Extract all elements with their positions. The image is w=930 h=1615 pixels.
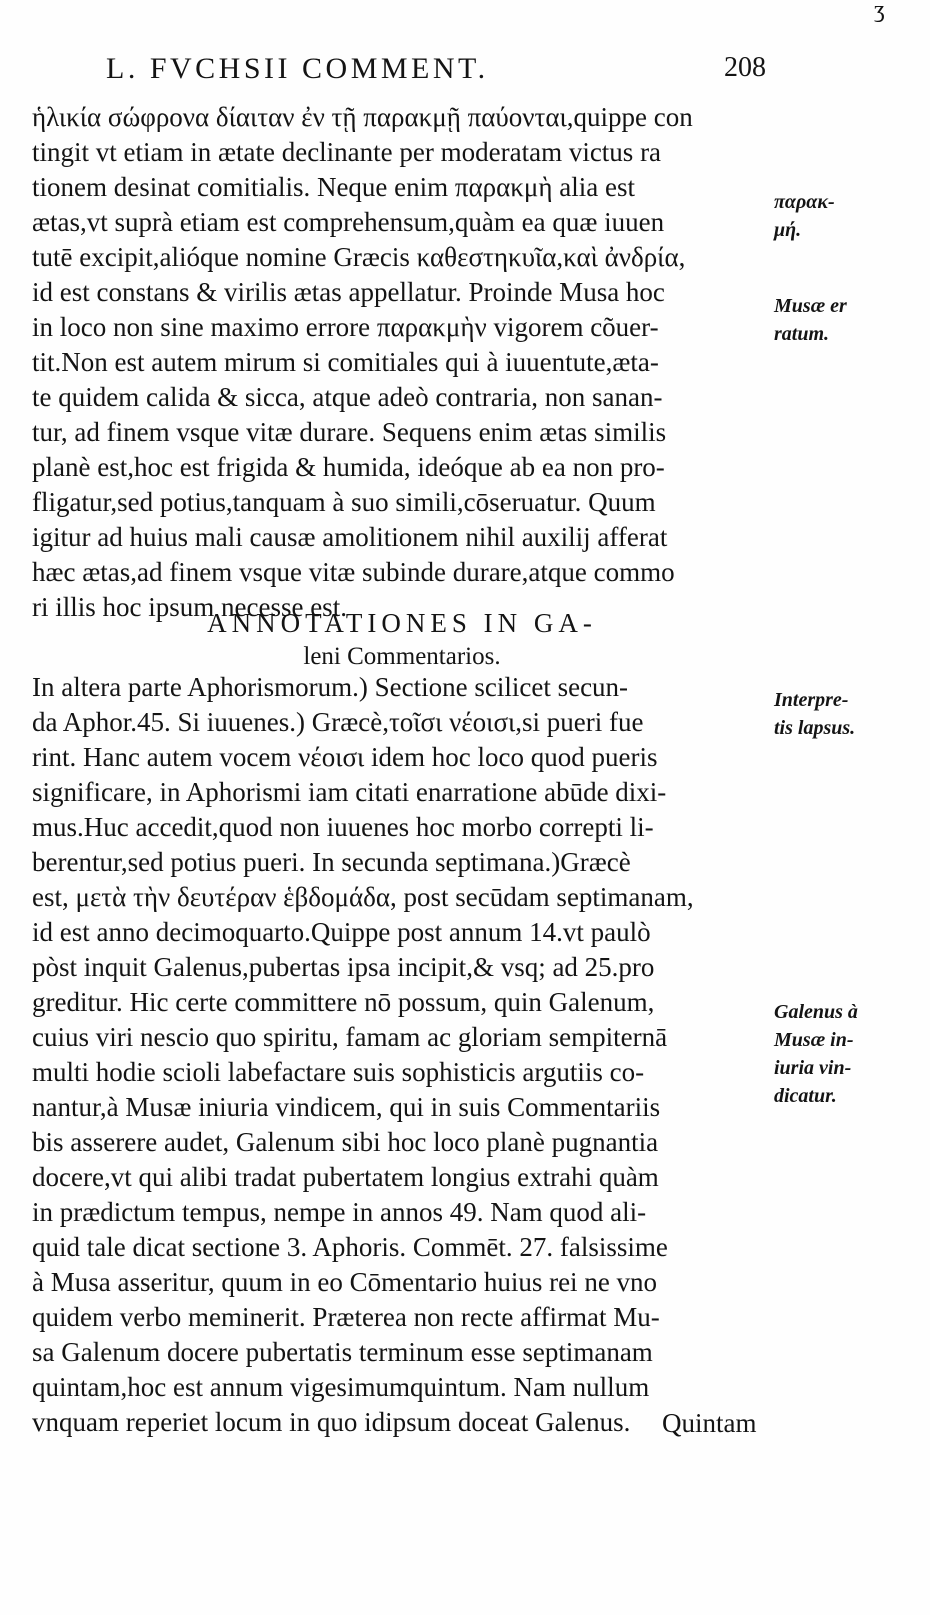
margin-note-line: Musæ in- (774, 1029, 854, 1051)
text-line: quidem verbo meminerit. Præterea non recte affirmat Mu- (32, 1302, 660, 1332)
text-line: tutē excipit,alióque nomine Græcis καθεστηκυῖα,καὶ ἀνδρία, (32, 242, 686, 272)
text-line: ri illis hoc ipsum necesse est. (32, 592, 347, 622)
annotations-text-block (32, 670, 822, 1440)
margin-note-line: ratum. (774, 323, 830, 345)
text-line: à Musa asseritur, quum in eo Cōmentario huius rei ne vno (32, 1267, 658, 1297)
text-line: fligatur,sed potius,tanquam à suo simili,cōseruatur. Quum (32, 487, 656, 517)
margin-note-line: Interpre- (774, 689, 849, 711)
text-line: mus.Huc accedit,quod non iuuenes hoc morbo correpti li- (32, 812, 654, 842)
margin-note-line: tis lapsus. (774, 717, 856, 739)
margin-note-line: παρακ- (774, 191, 835, 213)
catchword: Quintam (662, 1408, 757, 1438)
corner-mark: ʒ (874, 0, 885, 23)
text-line: vnquam reperiet locum in quo idipsum doceat Galenus. (32, 1407, 631, 1437)
text-line: sa Galenum docere pubertatis terminum esse septimanam (32, 1337, 653, 1367)
margin-note-line: dicatur. (774, 1085, 837, 1107)
text-line: ἡλικία σώφρονα δίαιταν ἐν τῇ παρακμῇ παύονται,quippe con (32, 102, 693, 132)
text-line: planè est,hoc est frigida & humida, ideóque ab ea non pro- (32, 452, 665, 482)
main-text-block (32, 100, 822, 625)
running-head-title: L. FVCHSII COMMENT. (106, 52, 489, 85)
margin-note-line: μή. (774, 219, 802, 241)
text-line: docere,vt qui alibi tradat pubertatem longius extrahi quàm (32, 1162, 659, 1192)
text-line: In altera parte Aphorismorum.) Sectione scilicet secun- (32, 672, 629, 702)
text-line: tingit vt etiam in ætate declinante per moderatam victus ra (32, 137, 662, 167)
text-line: bis asserere audet, Galenum sibi hoc loco planè pugnantia (32, 1127, 659, 1157)
text-line: hæc ætas,ad finem vsque vitæ subinde durare,atque commo (32, 557, 675, 587)
margin-note-line: Galenus à (774, 1001, 858, 1023)
text-line: tit.Non est autem mirum si comitiales qui à iuuentute,æta- (32, 347, 659, 377)
text-line: nantur,à Musæ iniuria vindicem, qui in suis Commentariis (32, 1092, 661, 1122)
section-heading-line-2: leni Commentarios. (303, 643, 501, 670)
text-line: id est constans & virilis ætas appellatur. Proinde Musa hoc (32, 277, 665, 307)
text-line: est, μετὰ τὴν δευτέραν ἑβδομάδα, post secūdam septimanam, (32, 882, 694, 912)
text-line: significare, in Aphorismi iam citati enarratione abūde dixi- (32, 777, 667, 807)
text-line: in prædictum tempus, nempe in annos 49. Nam quod ali- (32, 1197, 647, 1227)
section-heading (32, 604, 772, 672)
text-line: ætas,vt suprà etiam est comprehensum,quàm ea quæ iuuen (32, 207, 665, 237)
text-line: igitur ad huius mali causæ amolitionem nihil auxilij afferat (32, 522, 668, 552)
text-line: tionem desinat comitialis. Neque enim παρακμὴ alia est (32, 172, 635, 202)
text-line: berentur,sed potius pueri. In secunda septimana.)Græcè (32, 847, 631, 877)
text-line: rint. Hanc autem vocem νέοισι idem hoc loco quod pueris (32, 742, 658, 772)
page-number: 208 (724, 52, 766, 83)
text-line: te quidem calida & sicca, atque adeò contraria, non sanan- (32, 382, 663, 412)
margin-note-line: iuria vin- (774, 1057, 852, 1079)
text-line: da Aphor.45. Si iuuenes.) Græcè,τοῖσι νέοισι,si pueri fue (32, 707, 644, 737)
margin-note-musae-erratum (774, 292, 847, 348)
text-line: in loco non sine maximo errore παρακμὴν vigorem cõuer- (32, 312, 659, 342)
text-line: greditur. Hic certe committere nō possum, quin Galenum, (32, 987, 655, 1017)
text-line: tur, ad finem vsque vitæ durare. Sequens enim ætas similis (32, 417, 667, 447)
text-line: quintam,hoc est annum vigesimumquintum. Nam nullum (32, 1372, 650, 1402)
text-line: cuius viri nescio quo spiritu, famam ac gloriam sempiternā (32, 1022, 668, 1052)
text-line: quid tale dicat sectione 3. Aphoris. Commēt. 27. falsissime (32, 1232, 668, 1262)
section-heading-line-1: ANNOTATIONES IN GA- (207, 608, 597, 638)
margin-note-interpretis-lapsus (774, 686, 855, 742)
text-line: multi hodie scioli labefactare suis sophisticis argutiis co- (32, 1057, 645, 1087)
margin-note-galenus-vindicatur (774, 998, 858, 1110)
text-line: pòst inquit Galenus,pubertas ipsa incipit,& vsq; ad 25.pro (32, 952, 655, 982)
margin-note-paracme (774, 188, 835, 244)
text-line: id est anno decimoquarto.Quippe post annum 14.vt paulò (32, 917, 651, 947)
margin-notes (774, 0, 924, 1615)
margin-note-line: Musæ er (774, 295, 847, 317)
